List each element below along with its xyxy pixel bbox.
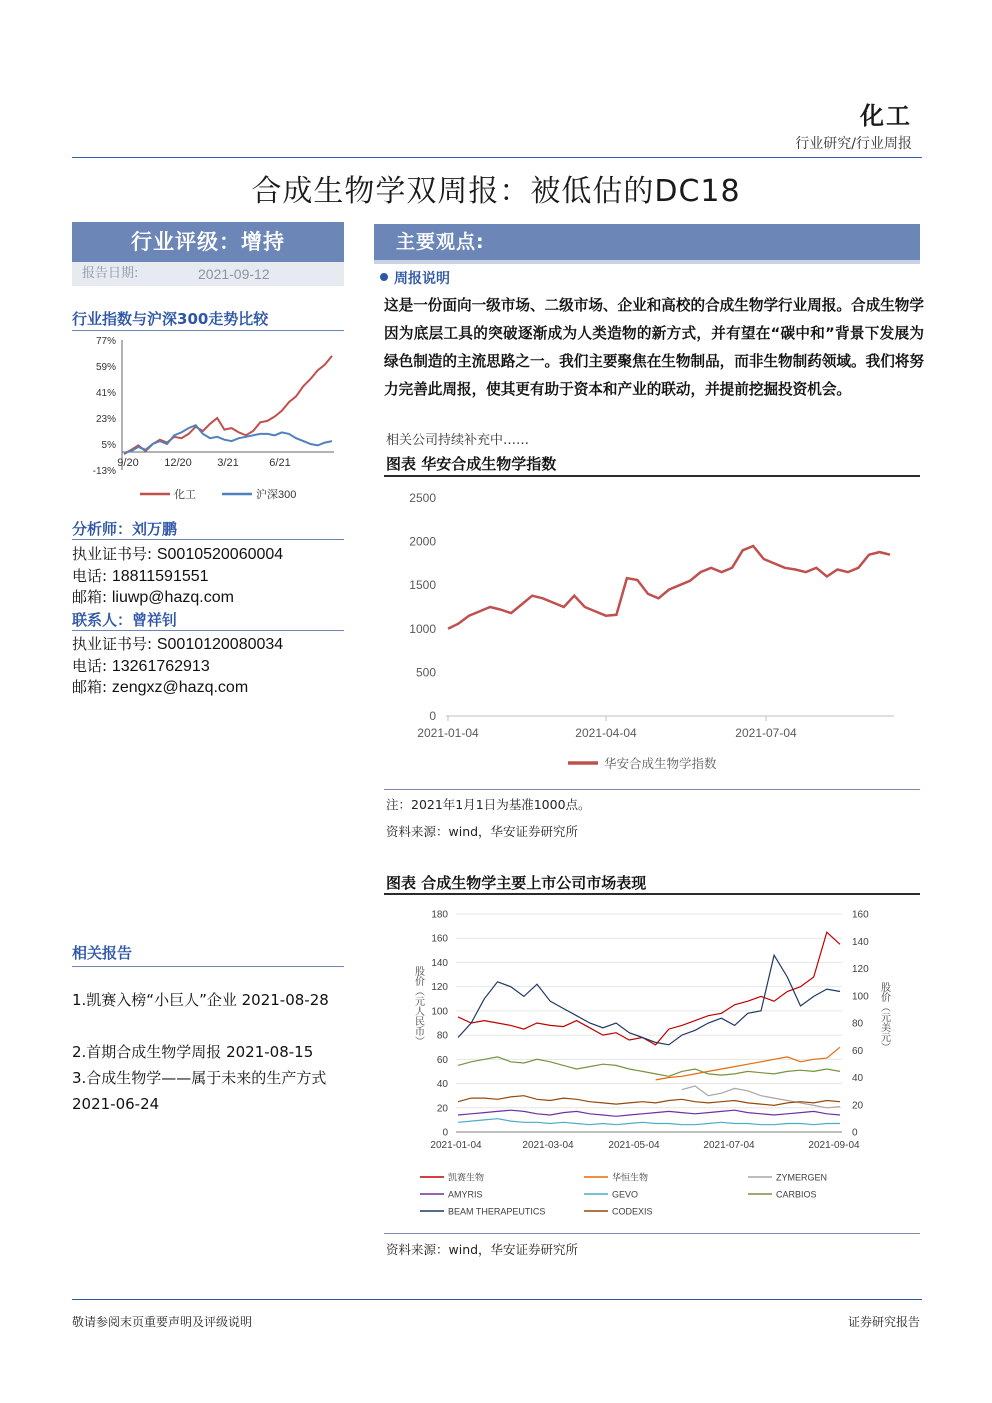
series-line <box>458 1119 840 1125</box>
y-left-tick-label: 140 <box>431 957 448 969</box>
legend-label: CODEXIS <box>612 1206 653 1217</box>
y-left-tick-label: 20 <box>436 1103 448 1115</box>
figure1-title: 图表 华安合成生物学指数 <box>386 455 557 473</box>
contact-phone-label: 电话: <box>72 657 108 675</box>
related-report-item[interactable]: 3.合成生物学——属于未来的生产方式 2021-06-24 <box>72 1069 327 1113</box>
x-tick-label: 2021-01-04 <box>417 726 479 740</box>
y-left-tick-label: 80 <box>436 1030 448 1042</box>
y-tick-label: 41% <box>95 388 116 399</box>
x-tick-label: 2021-04-04 <box>575 726 637 740</box>
y-right-tick-label: 40 <box>852 1073 864 1084</box>
supplement-note: 相关公司持续补充中…… <box>386 433 530 448</box>
x-tick-label: 3/21 <box>217 457 239 469</box>
legend-label: 华恒生物 <box>612 1172 649 1183</box>
legend-label: GEVO <box>612 1189 639 1200</box>
weekly-note-heading: 周报说明 <box>394 271 450 287</box>
index-chart-heading: 行业指数与沪深300走势比较 <box>72 310 269 328</box>
y-right-tick-label: 160 <box>852 909 869 921</box>
synbio-index-chart <box>384 478 920 784</box>
main-points-heading: 主要观点: <box>396 231 485 253</box>
figure2-title: 图表 合成生物学主要上市公司市场表现 <box>386 874 647 892</box>
analyst-cert <box>72 543 283 564</box>
sector-label: 化工 <box>860 102 912 130</box>
y-tick-label: 0 <box>429 709 436 723</box>
main-points-shadow <box>374 260 920 264</box>
analyst-phone-label: 电话: <box>72 567 108 585</box>
x-tick-label: 2021-03-04 <box>522 1140 574 1151</box>
figure1-source: 资料来源：wind，华安证券研究所 <box>386 824 579 839</box>
legend-label: CARBIOS <box>776 1189 817 1200</box>
legend-label: ZYMERGEN <box>776 1172 828 1183</box>
index-comparison-chart <box>72 332 344 508</box>
y-tick-label: 23% <box>95 414 116 425</box>
series-line <box>458 1110 840 1116</box>
rating-box: 行业评级：增持 <box>72 222 344 262</box>
x-tick-label: 2021-07-04 <box>703 1140 755 1151</box>
contact-email-label: 邮箱: <box>72 678 108 696</box>
contact-phone <box>72 655 210 676</box>
figure1-rule-bottom <box>384 789 920 790</box>
analyst-phone <box>72 565 209 586</box>
legend-label: 华安合成生物学指数 <box>604 757 717 771</box>
series-line <box>656 1047 840 1080</box>
y-tick-label: 1000 <box>409 621 436 636</box>
x-tick-label: 6/21 <box>269 457 291 469</box>
contact-email <box>72 676 248 697</box>
analyst-rule <box>72 539 344 540</box>
series-line <box>448 546 890 629</box>
y-left-tick-label: 180 <box>431 909 448 921</box>
figure1-note: 注：2021年1月1日为基准1000点。 <box>386 797 591 812</box>
related-reports-heading: 相关报告 <box>72 944 133 962</box>
bullet-dot-icon <box>380 273 388 281</box>
y-left-tick-label: 60 <box>436 1054 448 1066</box>
contact-email-value[interactable]: zengxz@hazq.com <box>111 679 249 696</box>
report-type: 行业研究/行业周报 <box>795 136 912 152</box>
x-tick-label: 2021-05-04 <box>608 1140 660 1151</box>
legend-label: AMYRIS <box>448 1189 483 1200</box>
y-right-tick-label: 140 <box>852 936 869 948</box>
listed-companies-chart <box>384 896 920 1226</box>
report-date <box>72 262 344 286</box>
series-line <box>458 955 840 1045</box>
figure2-source: 资料来源：wind，华安证券研究所 <box>386 1242 579 1257</box>
contact-rule <box>72 630 344 631</box>
y-right-tick-label: 120 <box>852 964 869 975</box>
y-right-tick-label: 60 <box>852 1045 864 1057</box>
analyst-cert-value: S0010520060004 <box>156 546 284 563</box>
contact-cert <box>72 633 283 654</box>
y-left-tick-label: 0 <box>442 1127 448 1139</box>
y-left-tick-label: 120 <box>431 982 448 994</box>
related-rule-top <box>72 966 344 967</box>
y-right-tick-label: 100 <box>852 991 869 1003</box>
x-tick-label: 12/20 <box>164 457 192 469</box>
y-right-axis-label: 股价（元美元） <box>878 982 890 1052</box>
report-title: 合成生物学双周报：被低估的DC18 <box>251 174 741 209</box>
y-tick-label: 2500 <box>409 491 436 505</box>
report-date-value: 2021-09-12 <box>198 266 270 282</box>
y-left-tick-label: 100 <box>431 1006 448 1018</box>
main-points-bar <box>374 224 920 260</box>
y-tick-label: 500 <box>415 665 436 680</box>
y-left-tick-label: 40 <box>436 1079 448 1091</box>
x-tick-label: 9/20 <box>117 457 139 469</box>
figure1-rule-top <box>384 475 920 477</box>
legend-label: BEAM THERAPEUTICS <box>448 1206 546 1217</box>
footer-divider <box>72 1299 922 1300</box>
footer-disclaimer[interactable]: 敬请参阅末页重要声明及评级说明 <box>72 1315 253 1329</box>
y-tick-label: 59% <box>95 362 116 373</box>
y-right-tick-label: 20 <box>852 1100 864 1112</box>
legend-label: 凯赛生物 <box>448 1172 485 1183</box>
contact-cert-value: S0010120080034 <box>156 636 284 653</box>
analyst-heading: 分析师：刘万鹏 <box>72 520 178 538</box>
x-tick-label: 2021-07-04 <box>735 726 797 740</box>
footer-report-type: 证券研究报告 <box>847 1315 920 1329</box>
report-date-label: 报告日期: <box>82 266 139 281</box>
figure2-rule-top <box>384 893 920 895</box>
y-tick-label: 1500 <box>409 578 436 593</box>
analyst-cert-label: 执业证书号: <box>72 545 153 563</box>
series-line <box>458 932 840 1045</box>
x-tick-label: 2021-09-04 <box>808 1140 860 1151</box>
legend-label: 化工 <box>174 489 196 501</box>
header-divider <box>72 157 922 158</box>
y-left-tick-label: 160 <box>431 933 448 945</box>
analyst-email <box>72 586 234 607</box>
y-left-axis-label: 股价（元人民币） <box>412 966 424 1046</box>
x-tick-label: 2021-01-04 <box>430 1140 482 1151</box>
contact-cert-label: 执业证书号: <box>72 635 153 653</box>
related-report-item[interactable]: 2.首期合成生物学周报 2021-08-15 <box>72 1043 314 1061</box>
analyst-phone-value: 18811591551 <box>111 568 209 585</box>
index-chart-rule <box>72 330 344 331</box>
y-tick-label: 77% <box>95 336 116 347</box>
contact-phone-value: 13261762913 <box>111 658 210 675</box>
summary-paragraph: 这是一份面向一级市场、二级市场、企业和高校的合成生物学行业周报。合成生物学因为底层工具的突破逐渐成为人类造物的新方式，并有望在“碳中和”背景下发展为绿色制造的主流思路之一。我们主要聚焦在生物制品，而非生物制药领域。我们将努力完善此周报，使其更有助于资本和产业的联动，并提前挖掘投资机会。 <box>384 297 924 398</box>
analyst-email-label: 邮箱: <box>72 588 108 606</box>
y-tick-label: 2000 <box>409 534 436 549</box>
legend-label: 沪深300 <box>256 489 297 501</box>
y-right-tick-label: 80 <box>852 1018 864 1030</box>
y-tick-label: 5% <box>101 440 116 451</box>
analyst-email-value[interactable]: liuwp@hazq.com <box>111 589 234 606</box>
y-tick-label: -13% <box>92 466 116 477</box>
contact-heading: 联系人：曾祥钊 <box>72 611 178 629</box>
y-right-tick-label: 0 <box>852 1127 858 1139</box>
related-report-item[interactable]: 1.凯赛入榜“小巨人”企业 2021-08-28 <box>72 991 329 1009</box>
series-line <box>458 1096 840 1106</box>
figure2-rule-bottom <box>384 1233 920 1234</box>
